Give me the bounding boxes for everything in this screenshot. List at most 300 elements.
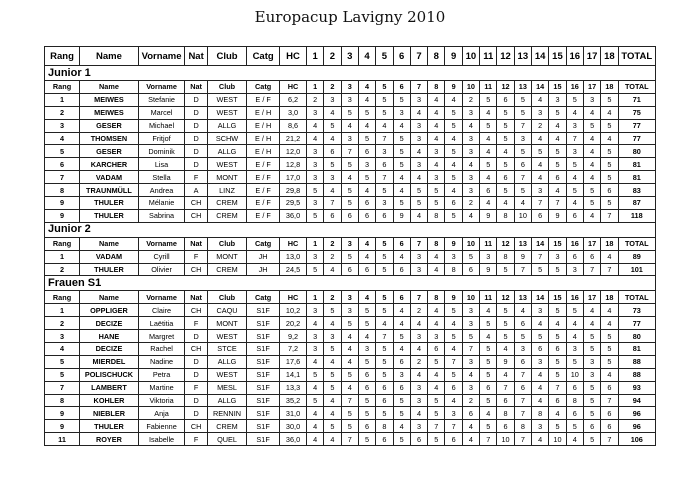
- subheader-cell: 3: [341, 291, 358, 304]
- rank-cell: 9: [45, 209, 80, 222]
- score-cell: 3: [324, 330, 341, 343]
- subheader-cell: 18: [601, 291, 618, 304]
- subheader-cell: 15: [549, 237, 566, 250]
- subheader-cell: 10: [462, 237, 479, 250]
- score-cell: 3: [462, 132, 479, 145]
- subheader-cell: 9: [445, 291, 462, 304]
- hc-cell: 14,1: [280, 368, 307, 381]
- score-cell: 4: [393, 250, 410, 263]
- score-cell: 3: [583, 93, 600, 106]
- hc-cell: 20,2: [280, 317, 307, 330]
- table-row: [45, 330, 656, 343]
- name-cell: LAMBERT: [80, 381, 139, 394]
- total-cell: 96: [618, 407, 655, 420]
- catg-cell: S1F: [247, 433, 280, 446]
- score-cell: 6: [566, 250, 583, 263]
- score-cell: 7: [514, 433, 531, 446]
- score-cell: 7: [601, 394, 618, 407]
- club-cell: MESL: [207, 381, 246, 394]
- header-cell: Rang: [45, 47, 80, 66]
- score-cell: 3: [566, 263, 583, 276]
- catg-cell: E / F: [247, 209, 280, 222]
- score-cell: 5: [324, 158, 341, 171]
- score-cell: 5: [480, 93, 497, 106]
- score-cell: 4: [462, 209, 479, 222]
- category-title-row: [45, 66, 656, 81]
- score-cell: 6: [601, 407, 618, 420]
- subheader-cell: Name: [80, 81, 139, 94]
- score-cell: 4: [428, 250, 445, 263]
- score-cell: 8: [376, 420, 393, 433]
- score-cell: 4: [445, 93, 462, 106]
- score-cell: 3: [462, 381, 479, 394]
- score-cell: 6: [376, 433, 393, 446]
- nat-cell: D: [185, 355, 208, 368]
- header-cell: Nat: [185, 47, 208, 66]
- header-cell: 15: [549, 47, 566, 66]
- score-cell: 4: [462, 433, 479, 446]
- total-cell: 118: [618, 209, 655, 222]
- score-cell: 3: [410, 132, 427, 145]
- score-cell: 5: [393, 433, 410, 446]
- subheader-cell: 6: [393, 237, 410, 250]
- hc-cell: 29,8: [280, 184, 307, 197]
- score-cell: 5: [428, 355, 445, 368]
- score-cell: 4: [601, 106, 618, 119]
- catg-cell: E / F: [247, 171, 280, 184]
- subheader-cell: 9: [445, 237, 462, 250]
- score-cell: 5: [497, 330, 514, 343]
- score-cell: 5: [358, 171, 375, 184]
- score-cell: 3: [549, 250, 566, 263]
- nat-cell: D: [185, 330, 208, 343]
- score-cell: 4: [497, 368, 514, 381]
- name-cell: THULER: [80, 197, 139, 210]
- score-cell: 5: [358, 317, 375, 330]
- catg-cell: S1F: [247, 368, 280, 381]
- vorname-cell: Claire: [138, 304, 184, 317]
- club-cell: ALLG: [207, 394, 246, 407]
- score-cell: 4: [410, 343, 427, 356]
- total-cell: 87: [618, 197, 655, 210]
- header-cell: Catg: [247, 47, 280, 66]
- score-cell: 5: [583, 330, 600, 343]
- hc-cell: 3,0: [280, 106, 307, 119]
- score-cell: 7: [497, 381, 514, 394]
- score-cell: 4: [428, 304, 445, 317]
- subheader-cell: 11: [480, 291, 497, 304]
- table-row: [45, 93, 656, 106]
- score-cell: 4: [480, 197, 497, 210]
- score-cell: 7: [341, 433, 358, 446]
- score-cell: 4: [324, 355, 341, 368]
- club-cell: CREM: [207, 263, 246, 276]
- subheader-cell: 8: [428, 81, 445, 94]
- score-cell: 6: [566, 381, 583, 394]
- subheader-cell: Club: [207, 237, 246, 250]
- score-cell: 4: [497, 145, 514, 158]
- name-cell: THULER: [80, 420, 139, 433]
- score-cell: 6: [532, 343, 549, 356]
- score-cell: 5: [428, 407, 445, 420]
- subheader-cell: Name: [80, 237, 139, 250]
- score-cell: 5: [306, 394, 323, 407]
- score-cell: 4: [428, 381, 445, 394]
- name-cell: ROYER: [80, 433, 139, 446]
- hc-cell: 8,6: [280, 119, 307, 132]
- score-cell: 3: [428, 145, 445, 158]
- name-cell: POLISCHUCK: [80, 368, 139, 381]
- score-cell: 4: [462, 158, 479, 171]
- score-cell: 3: [341, 132, 358, 145]
- score-cell: 4: [480, 132, 497, 145]
- score-cell: 5: [445, 368, 462, 381]
- subheader-cell: Catg: [247, 81, 280, 94]
- name-cell: GESER: [80, 119, 139, 132]
- subheader-cell: 12: [497, 291, 514, 304]
- nat-cell: D: [185, 132, 208, 145]
- category-title: Frauen S1: [45, 276, 208, 291]
- score-cell: 5: [445, 119, 462, 132]
- score-cell: 6: [583, 420, 600, 433]
- score-cell: 9: [497, 355, 514, 368]
- score-cell: 5: [324, 304, 341, 317]
- club-cell: WEST: [207, 330, 246, 343]
- subheader-cell: 13: [514, 81, 531, 94]
- name-cell: TRAUNMÜLL: [80, 184, 139, 197]
- rank-cell: 4: [45, 343, 80, 356]
- score-cell: 4: [410, 317, 427, 330]
- score-cell: 5: [393, 132, 410, 145]
- total-cell: 77: [618, 132, 655, 145]
- score-cell: 5: [497, 304, 514, 317]
- score-cell: 3: [410, 381, 427, 394]
- score-cell: 5: [341, 106, 358, 119]
- score-cell: 3: [358, 343, 375, 356]
- subheader-cell: Vorname: [138, 237, 184, 250]
- score-cell: 7: [514, 119, 531, 132]
- subheader-cell: 7: [410, 81, 427, 94]
- hc-cell: 21,2: [280, 132, 307, 145]
- score-cell: 5: [601, 355, 618, 368]
- subheader-cell: 2: [324, 81, 341, 94]
- subheader-cell: Club: [207, 291, 246, 304]
- header-cell: 17: [583, 47, 600, 66]
- score-cell: 4: [376, 317, 393, 330]
- score-cell: 5: [480, 119, 497, 132]
- score-cell: 9: [480, 209, 497, 222]
- category-title-filler: [207, 222, 655, 237]
- page-title: Europacup Lavigny 2010: [254, 8, 446, 26]
- score-cell: 7: [376, 171, 393, 184]
- catg-cell: S1F: [247, 381, 280, 394]
- hc-cell: 12,8: [280, 158, 307, 171]
- subheader-cell: Name: [80, 291, 139, 304]
- score-cell: 4: [428, 93, 445, 106]
- nat-cell: D: [185, 93, 208, 106]
- score-cell: 3: [410, 420, 427, 433]
- score-cell: 4: [341, 330, 358, 343]
- club-cell: QUEL: [207, 433, 246, 446]
- club-cell: ALLG: [207, 119, 246, 132]
- catg-cell: E / F: [247, 158, 280, 171]
- score-cell: 4: [428, 132, 445, 145]
- score-cell: 7: [428, 420, 445, 433]
- vorname-cell: Martine: [138, 381, 184, 394]
- score-cell: 10: [497, 433, 514, 446]
- results-body: [45, 47, 656, 446]
- score-cell: 6: [514, 317, 531, 330]
- score-cell: 5: [306, 209, 323, 222]
- score-cell: 4: [324, 317, 341, 330]
- subheader-cell: 16: [566, 81, 583, 94]
- score-cell: 5: [549, 145, 566, 158]
- total-cell: 77: [618, 317, 655, 330]
- score-cell: 5: [497, 184, 514, 197]
- nat-cell: CH: [185, 197, 208, 210]
- score-cell: 6: [358, 145, 375, 158]
- score-cell: 7: [601, 433, 618, 446]
- score-cell: 3: [566, 145, 583, 158]
- vorname-cell: Dominik: [138, 145, 184, 158]
- club-cell: CREM: [207, 420, 246, 433]
- header-cell: 6: [393, 47, 410, 66]
- score-cell: 5: [376, 304, 393, 317]
- hc-cell: 12,0: [280, 145, 307, 158]
- score-cell: 5: [306, 368, 323, 381]
- score-cell: 5: [497, 263, 514, 276]
- catg-cell: JH: [247, 250, 280, 263]
- subheader-cell: HC: [280, 291, 307, 304]
- score-cell: 7: [445, 355, 462, 368]
- score-cell: 5: [549, 355, 566, 368]
- score-cell: 4: [324, 433, 341, 446]
- score-cell: 6: [358, 368, 375, 381]
- table-row: [45, 304, 656, 317]
- score-cell: 4: [393, 420, 410, 433]
- subheader-cell: 18: [601, 237, 618, 250]
- score-cell: 6: [341, 209, 358, 222]
- score-cell: 4: [324, 263, 341, 276]
- catg-cell: S1F: [247, 394, 280, 407]
- score-cell: 4: [532, 394, 549, 407]
- score-cell: 5: [376, 368, 393, 381]
- hc-cell: 7,2: [280, 343, 307, 356]
- catg-cell: E / H: [247, 119, 280, 132]
- score-cell: 4: [601, 304, 618, 317]
- score-cell: 7: [549, 381, 566, 394]
- score-cell: 3: [358, 158, 375, 171]
- subheader-cell: 13: [514, 237, 531, 250]
- score-cell: 4: [462, 119, 479, 132]
- subheader-cell: 17: [583, 291, 600, 304]
- header-cell: 13: [514, 47, 531, 66]
- score-cell: 5: [376, 343, 393, 356]
- score-cell: 5: [566, 420, 583, 433]
- score-cell: 4: [566, 330, 583, 343]
- subheader-cell: 5: [376, 81, 393, 94]
- header-cell: Name: [80, 47, 139, 66]
- score-cell: 5: [549, 420, 566, 433]
- category-title: Junior 1: [45, 66, 208, 81]
- catg-cell: S1F: [247, 343, 280, 356]
- rank-cell: 7: [45, 381, 80, 394]
- score-cell: 4: [532, 433, 549, 446]
- table-row: [45, 119, 656, 132]
- score-cell: 3: [306, 158, 323, 171]
- score-cell: 5: [549, 304, 566, 317]
- score-cell: 7: [601, 263, 618, 276]
- catg-cell: E / H: [247, 145, 280, 158]
- score-cell: 5: [358, 355, 375, 368]
- score-cell: 5: [341, 407, 358, 420]
- score-cell: 5: [583, 197, 600, 210]
- score-cell: 3: [341, 93, 358, 106]
- rank-cell: 1: [45, 304, 80, 317]
- score-cell: 4: [410, 209, 427, 222]
- score-cell: 5: [428, 184, 445, 197]
- score-cell: 2: [462, 197, 479, 210]
- score-cell: 6: [358, 209, 375, 222]
- total-cell: 101: [618, 263, 655, 276]
- vorname-cell: Nadine: [138, 355, 184, 368]
- subheader-cell: 14: [532, 237, 549, 250]
- catg-cell: S1F: [247, 355, 280, 368]
- score-cell: 7: [376, 132, 393, 145]
- score-cell: 5: [324, 381, 341, 394]
- subheader-cell: Catg: [247, 237, 280, 250]
- score-cell: 4: [428, 106, 445, 119]
- vorname-cell: Stefanie: [138, 93, 184, 106]
- table-row: [45, 184, 656, 197]
- score-cell: 3: [306, 343, 323, 356]
- header-cell: 11: [480, 47, 497, 66]
- score-cell: 6: [532, 209, 549, 222]
- subheader-cell: TOTAL: [618, 237, 655, 250]
- score-cell: 6: [376, 394, 393, 407]
- score-cell: 5: [445, 106, 462, 119]
- subheader-cell: Nat: [185, 291, 208, 304]
- score-cell: 4: [583, 145, 600, 158]
- score-cell: 5: [341, 250, 358, 263]
- name-cell: GESER: [80, 145, 139, 158]
- score-cell: 3: [480, 250, 497, 263]
- vorname-cell: Cyrill: [138, 250, 184, 263]
- score-cell: 3: [306, 330, 323, 343]
- subheader-cell: Catg: [247, 291, 280, 304]
- subheader-cell: TOTAL: [618, 81, 655, 94]
- score-cell: 5: [583, 381, 600, 394]
- score-cell: 9: [514, 250, 531, 263]
- score-cell: 5: [341, 158, 358, 171]
- table-row: [45, 209, 656, 222]
- score-cell: 7: [324, 197, 341, 210]
- score-cell: 5: [376, 184, 393, 197]
- score-cell: 3: [306, 106, 323, 119]
- total-cell: 81: [618, 158, 655, 171]
- score-cell: 4: [341, 171, 358, 184]
- score-cell: 4: [428, 317, 445, 330]
- score-cell: 3: [462, 355, 479, 368]
- score-cell: 5: [428, 394, 445, 407]
- table-row: [45, 420, 656, 433]
- score-cell: 8: [497, 209, 514, 222]
- subheader-cell: 2: [324, 237, 341, 250]
- table-row: [45, 145, 656, 158]
- score-cell: 5: [583, 433, 600, 446]
- score-cell: 5: [566, 304, 583, 317]
- catg-cell: JH: [247, 263, 280, 276]
- table-header-row: [45, 47, 656, 66]
- score-cell: 5: [583, 184, 600, 197]
- score-cell: 4: [462, 420, 479, 433]
- score-cell: 5: [410, 184, 427, 197]
- score-cell: 4: [324, 394, 341, 407]
- score-cell: 4: [341, 343, 358, 356]
- subheader-cell: 3: [341, 237, 358, 250]
- score-cell: 4: [480, 171, 497, 184]
- club-cell: CAQU: [207, 304, 246, 317]
- score-cell: 4: [410, 171, 427, 184]
- score-cell: 3: [428, 171, 445, 184]
- club-cell: WEST: [207, 93, 246, 106]
- score-cell: 8: [428, 209, 445, 222]
- score-cell: 2: [324, 250, 341, 263]
- rank-cell: 5: [45, 145, 80, 158]
- hc-cell: 10,2: [280, 304, 307, 317]
- score-cell: 4: [601, 250, 618, 263]
- club-cell: WEST: [207, 158, 246, 171]
- score-cell: 5: [566, 355, 583, 368]
- name-cell: DECIZE: [80, 317, 139, 330]
- nat-cell: CH: [185, 420, 208, 433]
- hc-cell: 31,0: [280, 407, 307, 420]
- score-cell: 5: [601, 145, 618, 158]
- score-cell: 4: [532, 158, 549, 171]
- score-cell: 5: [358, 132, 375, 145]
- score-cell: 5: [393, 145, 410, 158]
- score-cell: 4: [480, 330, 497, 343]
- score-cell: 5: [393, 407, 410, 420]
- table-row: [45, 317, 656, 330]
- score-cell: 6: [358, 381, 375, 394]
- hc-cell: 30,0: [280, 420, 307, 433]
- vorname-cell: Marcel: [138, 106, 184, 119]
- header-cell: Club: [207, 47, 246, 66]
- score-cell: 4: [480, 407, 497, 420]
- score-cell: 6: [445, 433, 462, 446]
- score-cell: 5: [514, 184, 531, 197]
- score-cell: 3: [306, 250, 323, 263]
- header-cell: 5: [376, 47, 393, 66]
- rank-cell: 9: [45, 420, 80, 433]
- score-cell: 3: [583, 355, 600, 368]
- score-cell: 4: [393, 343, 410, 356]
- score-cell: 5: [358, 394, 375, 407]
- rank-cell: 5: [45, 368, 80, 381]
- table-row: [45, 355, 656, 368]
- score-cell: 5: [341, 420, 358, 433]
- score-cell: 4: [445, 317, 462, 330]
- header-cell: 9: [445, 47, 462, 66]
- score-cell: 4: [480, 106, 497, 119]
- score-cell: 5: [601, 197, 618, 210]
- score-cell: 4: [393, 171, 410, 184]
- score-cell: 5: [376, 250, 393, 263]
- score-cell: 3: [324, 171, 341, 184]
- header-cell: 7: [410, 47, 427, 66]
- subheader-cell: 3: [341, 81, 358, 94]
